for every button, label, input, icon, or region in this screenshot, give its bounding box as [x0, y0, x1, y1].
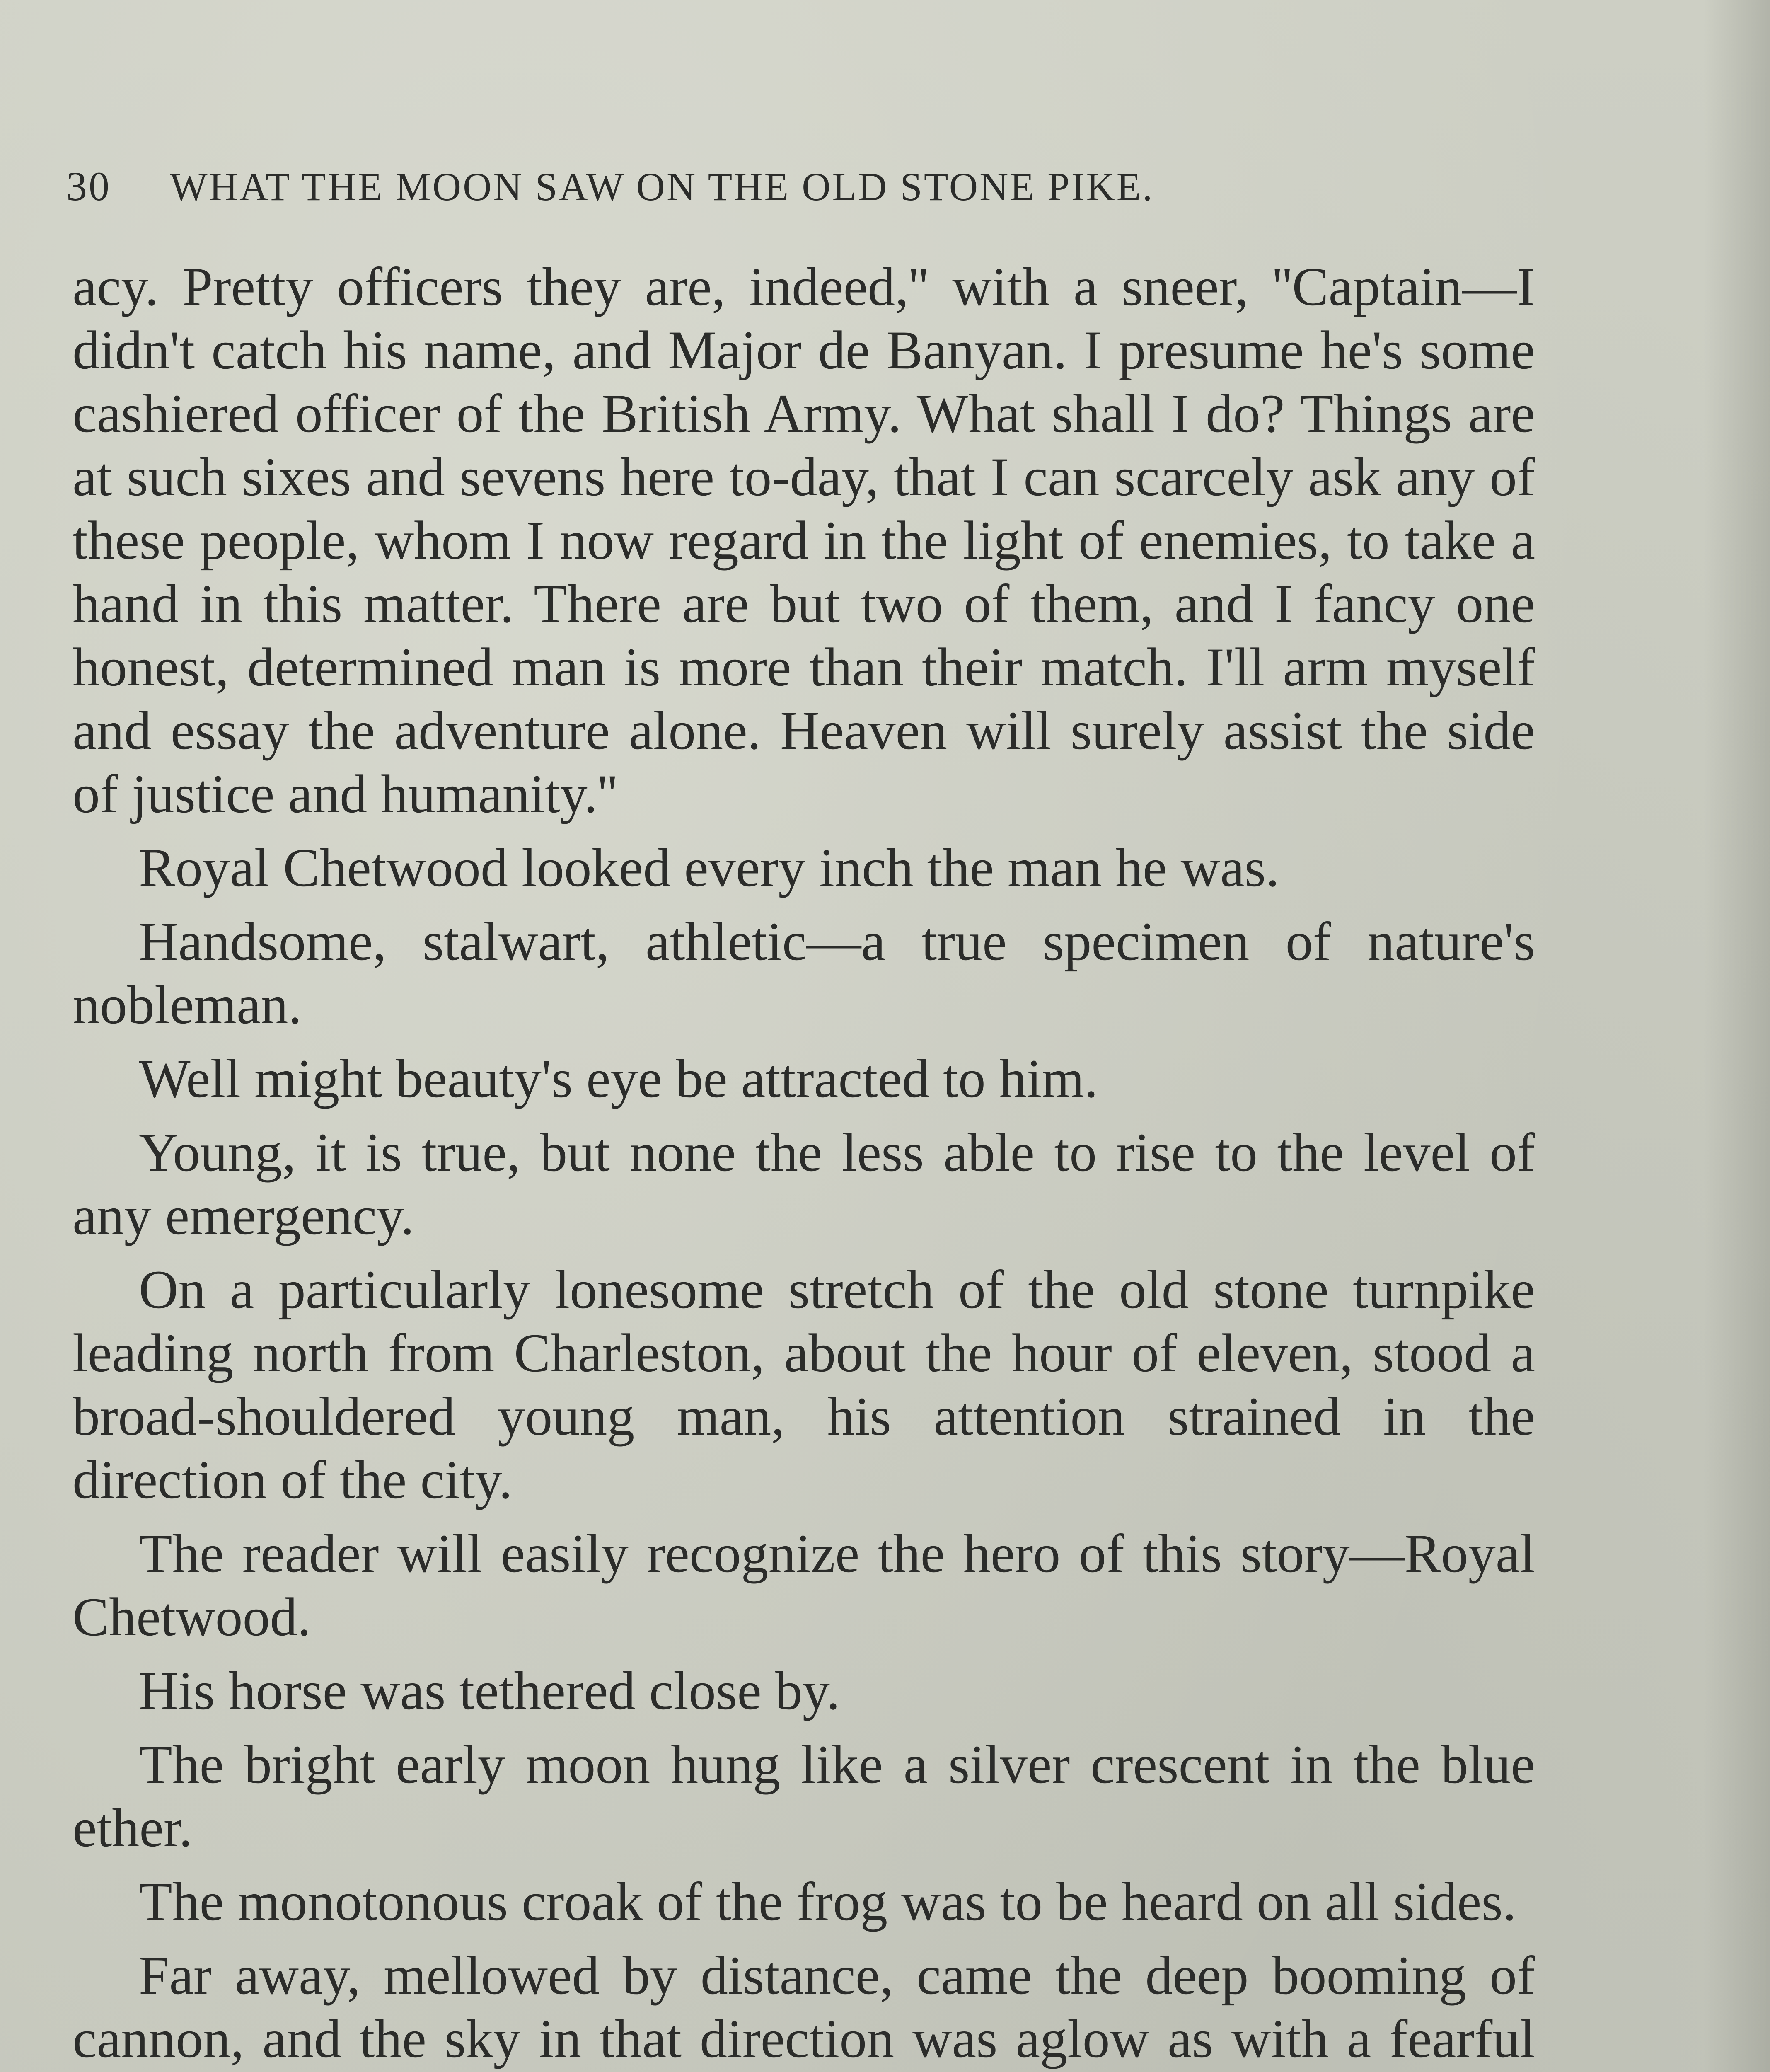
paragraph: acy. Pretty officers they are, indeed,'' with a sneer, ''Captain—I didn't catch his name, and Major de Banyan. I presume he's some cashiered officer of the British Army. What shall I do? Things are at such sixes and sevens here to-day, that I can scarcely ask any of these people, whom I now regard in the light of enemies, to take a hand in this matter. There are but two of them, and I fancy one honest, determined man is more than their match. I'll arm myself and essay the adventure alone. Heaven will surely assist the side of justice and humanity.'' — [73, 256, 1535, 824]
body-text — [73, 255, 1535, 2072]
running-head — [66, 157, 1417, 215]
paragraph: The reader will easily recognize the hero of this story—Royal Chetwood. — [73, 1523, 1535, 1647]
paragraph: His horse was tethered close by. — [139, 1660, 840, 1721]
paragraph: The monotonous croak of the frog was to be heard on all sides. — [139, 1871, 1516, 1932]
paragraph: On a particularly lonesome stretch of the old stone turnpike leading north from Charleston, about the hour of eleven, stood a broad-shouldered young man, his attention strained in the direction of the city. — [73, 1259, 1535, 1510]
paragraph: Young, it is true, but none the less able to rise to the level of any emergency. — [73, 1122, 1535, 1246]
page-edge-shadow — [1704, 0, 1770, 2072]
paragraph: Handsome, stalwart, athletic—a true specimen of nature's nobleman. — [73, 911, 1535, 1035]
running-title: WHAT THE MOON SAW ON THE OLD STONE PIKE. — [170, 165, 1154, 209]
page-number: 30 — [66, 163, 111, 209]
paragraph: Well might beauty's eye be attracted to him. — [139, 1048, 1098, 1109]
paragraph: Far away, mellowed by distance, came the deep booming of cannon, and the sky in that direction was aglow as with a fearful — [73, 1945, 1535, 2069]
paragraph: The bright early moon hung like a silver crescent in the blue ether. — [73, 1734, 1535, 1858]
paragraph: Royal Chetwood looked every inch the man he was. — [139, 837, 1279, 898]
